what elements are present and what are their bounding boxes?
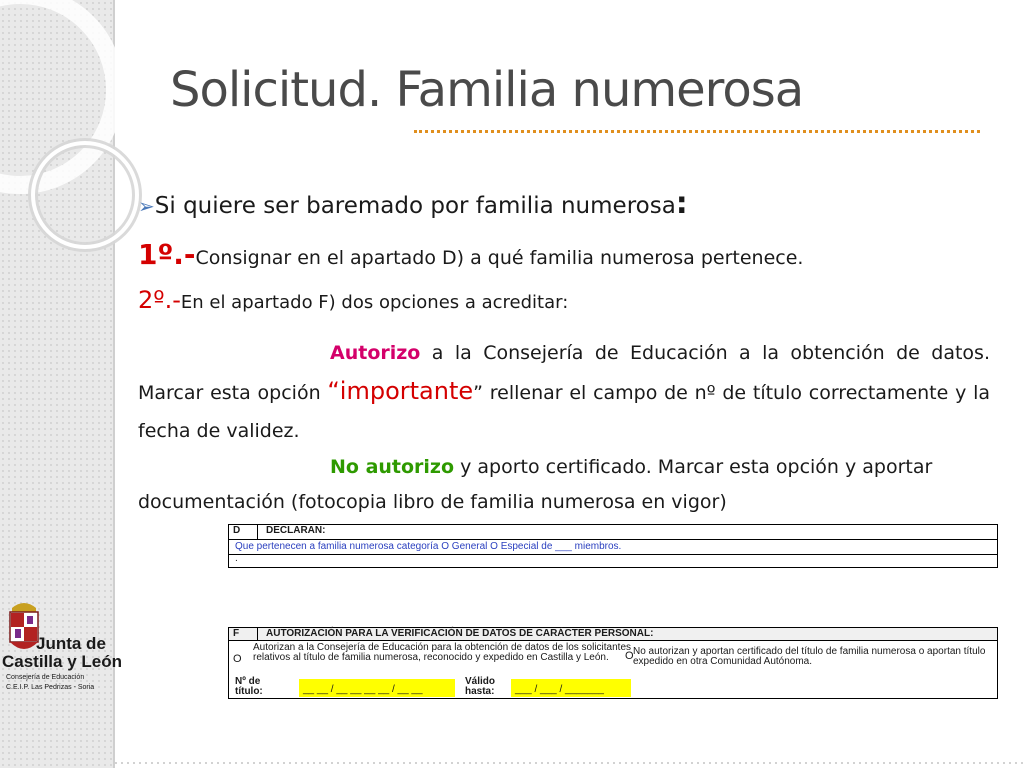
step-1-line: [138, 238, 803, 271]
form-f-letter: F: [229, 628, 258, 640]
authorize-keyword: Autorizo: [330, 342, 421, 364]
valid-until-label: Válido hasta:: [465, 676, 496, 697]
form-d-letter: D: [229, 525, 258, 539]
no-authorize-option-text: No autorizan y aportan certificado del título de familia numerosa o aportan título expedido en otra Comunidad Autónoma.: [633, 646, 986, 667]
form-d-header: [229, 525, 997, 540]
authorize-paragraph: [138, 334, 990, 450]
logo-org-line2: Castilla y León: [2, 652, 122, 671]
logo-sub2: C.E.I.P. Las Pedrizas - Soria: [6, 684, 95, 691]
no-authorize-radio[interactable]: O: [625, 650, 634, 662]
logo-sub1: Consejería de Educación: [6, 674, 85, 681]
decorative-bottom-strip: [113, 760, 1024, 768]
page-title: Solicitud. Familia numerosa: [170, 62, 804, 118]
logo-org-line1: Junta de: [36, 634, 106, 653]
title-number-field[interactable]: __ __ / __ __ __ __ / __ __: [299, 679, 455, 697]
form-f-no-authorize-option: [625, 646, 995, 667]
form-d-heading: DECLARAN:: [266, 525, 326, 536]
important-keyword: “importante: [327, 377, 474, 405]
form-f-heading: AUTORIZACIÓN PARA LA VERIFICACIÓN DE DATOS DE CARÁCTER PERSONAL:: [266, 628, 654, 639]
form-f-body: [229, 641, 997, 698]
no-authorize-text: y aporto certificado. Marcar esta opción y aportar documentación (fotocopia libro de familia numerosa en vigor): [138, 456, 933, 513]
step-2-text: En el apartado F) dos opciones a acreditar:: [180, 292, 569, 313]
no-authorize-keyword: No autorizo: [330, 456, 455, 478]
bullet-colon: :: [675, 186, 688, 221]
decorative-circles: [0, 0, 160, 360]
form-section-d: [228, 524, 998, 568]
step-1-text: Consignar en el apartado D) a qué familia numerosa pertenece.: [195, 247, 804, 269]
form-f-fields: [229, 677, 649, 697]
authorize-radio[interactable]: O: [233, 653, 242, 665]
authorize-text-1: a la Consejería de Educación a la obtención de datos. Marcar esta opción: [138, 342, 990, 404]
bullet-text: Si quiere ser baremado por familia numerosa: [154, 193, 676, 219]
step-2-line: [138, 286, 568, 314]
step-1-prefix: 1º.-: [138, 238, 196, 271]
logo: [2, 598, 130, 698]
title-number-label: Nº de título:: [235, 676, 263, 697]
authorize-option-text: Autorizan a la Consejería de Educación para la obtención de datos de los solicitantes relativos al título de familia numerosa, reconocido y expedido en Castilla y León.: [253, 642, 632, 663]
no-authorize-paragraph: [138, 450, 994, 520]
arrow-bullet-icon: ➢: [138, 194, 155, 218]
form-d-category-row: Que pertenecen a familia numerosa categoría O General O Especial de ___ miembros.: [229, 540, 997, 555]
form-section-f: [228, 627, 998, 699]
bullet-line: [138, 186, 688, 221]
title-underline: [414, 130, 980, 133]
form-d-empty-row: .: [235, 553, 238, 564]
valid-until-field[interactable]: ___ / ___ / _______: [511, 679, 631, 697]
step-2-prefix: 2º.-: [138, 286, 181, 314]
authorize-text-2: ” rellenar el campo de nº de título correctamente y la fecha de validez.: [138, 382, 990, 442]
form-f-header: [229, 628, 997, 641]
